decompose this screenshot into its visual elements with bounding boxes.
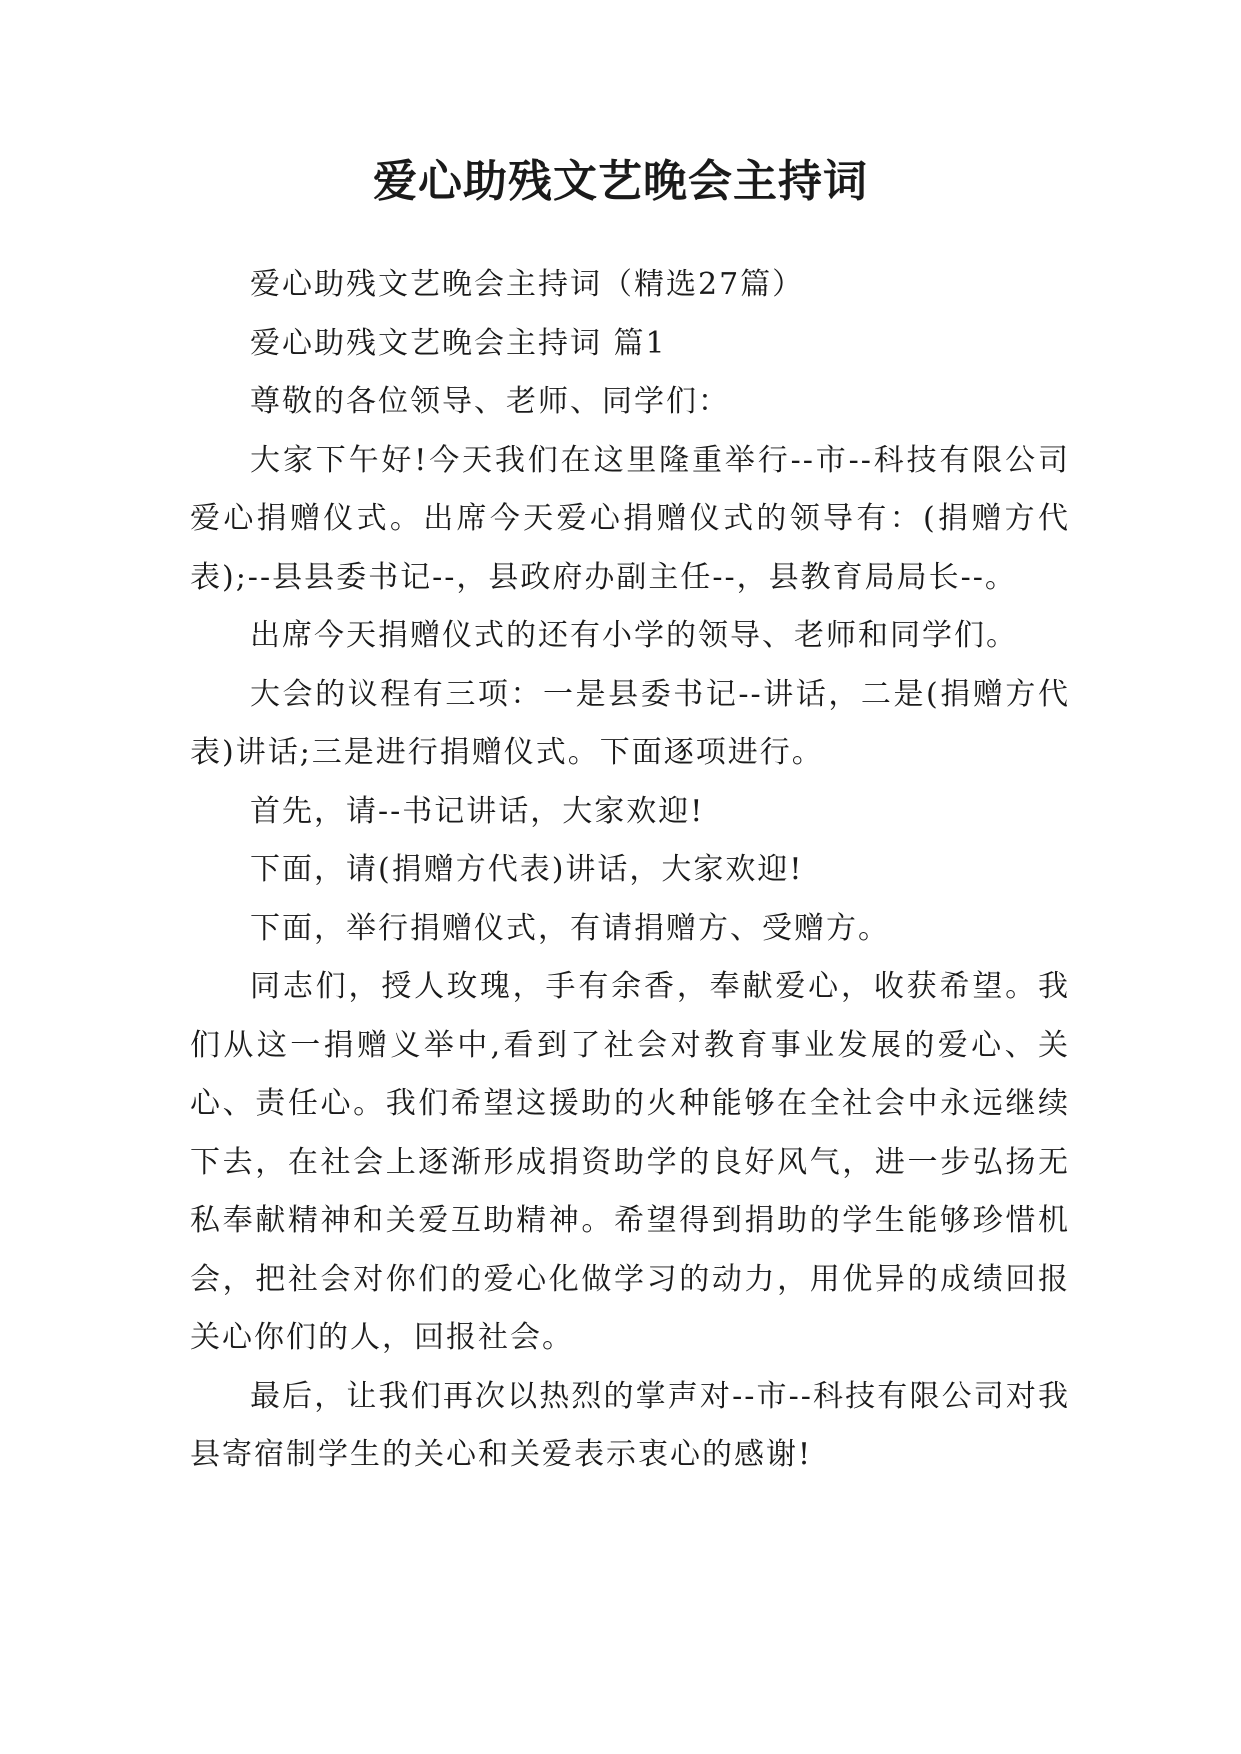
document-body — [190, 256, 1070, 1485]
paragraph: 同志们，授人玫瑰，手有余香，奉献爱心，收获希望。我们从这一捐赠义举中,看到了社会对教育事业发展的爱心、关心、责任心。我们希望这援助的火种能够在全社会中永远继续下去，在社会上逐渐形成捐资助学的良好风气，进一步弘扬无私奉献精神和关爱互助精神。希望得到捐助的学生能够珍惜机会，把社会对你们的爱心化做学习的动力，用优异的成绩回报关心你们的人，回报社会。 — [190, 969, 1070, 1355]
paragraph: 大会的议程有三项：一是县委书记--讲话，二是(捐赠方代表)讲话;三是进行捐赠仪式。下面逐项进行。 — [190, 676, 1070, 770]
paragraph: 大家下午好!今天我们在这里隆重举行--市--科技有限公司爱心捐赠仪式。出席今天爱心捐赠仪式的领导有：(捐赠方代表);--县县委书记--，县政府办副主任--，县教育局局长--。 — [190, 442, 1070, 595]
paragraph-salutation: 尊敬的各位领导、老师、同学们： — [250, 384, 730, 419]
paragraph: 出席今天捐赠仪式的还有小学的领导、老师和同学们。 — [250, 618, 1018, 653]
paragraph-section-heading: 爱心助残文艺晚会主持词 篇1 — [250, 325, 667, 361]
document-title: 爱心助残文艺晚会主持词 — [373, 156, 868, 207]
paragraph-closing: 最后，让我们再次以热烈的掌声对--市--科技有限公司对我县寄宿制学生的关心和关爱表示衷心的感谢! — [190, 1378, 1070, 1472]
paragraph-subtitle: 爱心助残文艺晚会主持词（精选27篇） — [250, 267, 805, 302]
paragraph: 下面，举行捐赠仪式，有请捐赠方、受赠方。 — [250, 910, 890, 946]
paragraph: 首先，请--书记讲话，大家欢迎! — [250, 793, 705, 829]
paragraph: 下面，请(捐赠方代表)讲话，大家欢迎! — [250, 852, 804, 887]
